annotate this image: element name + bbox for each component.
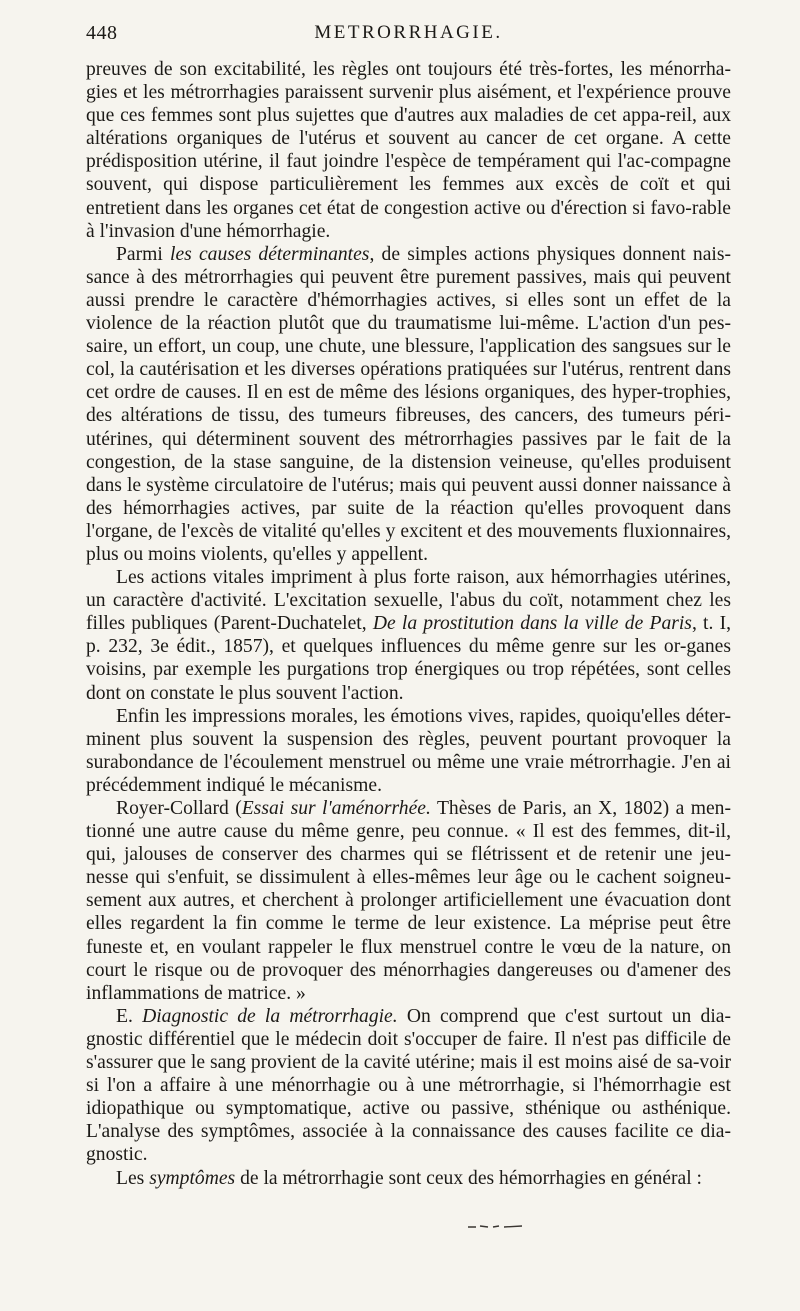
italic-run: Essai sur l'aménorrhée.: [241, 798, 431, 819]
page-header: [86, 22, 731, 48]
body-text: [86, 58, 731, 1190]
text-run: Royer-Collard (: [116, 798, 242, 819]
italic-run: Diagnostic de la métrorrhagie.: [142, 1005, 398, 1027]
page-number: 448: [86, 22, 118, 44]
paragraph-predisposition: [86, 58, 731, 243]
paragraph-actions-vitales: [86, 566, 731, 705]
text-run: Parmi: [116, 243, 171, 265]
text-run: , de simples actions physiques donnent nais-sance à des métrorrhagies qui peuvent être purement passives, mais qui peuvent aussi prendre le caractère d'hémorrhagies actives, si elles sont un effet de la violence de la réaction plutôt que du traumatisme lui-même. L'action d'un pes-saire, un effort, un coup, une chute, une blessure, l'application des sangsues sur le col, la cautérisation et les diverses opérations pratiquées sur l'utérus, rentrent dans cet ordre de causes. Il en est de même des lésions organiques, des hyper-trophies, des altérations de tissu, des tumeurs fibreuses, des cancers, des tumeurs péri-utérines, qui déterminent souvent des métrorrhagies passives par le fait de la congestion, de la stase sanguine, de la distension veineuse, qu'elles produisent dans le système circulatoire de l'utérus; mais qui peuvent aussi donner naissance à des hémorrhagies actives, par suite de la réaction qu'elles provoquent dans l'organe, de l'excès de vitalité qu'elles y excitent et des mouvements fluxionnaires, plus ou moins violents, qu'elles y appellent.: [86, 243, 732, 565]
text-run: de la métrorrhagie sont ceux des hémorrhagies en général :: [235, 1167, 702, 1189]
text-run: Les: [116, 1167, 150, 1189]
text-run: , t. I, p. 232, 3e édit., 1857), et quelques influences du même genre sur les or-ganes voisins, par exemple les purgations trop énergiques ou trop répétées, sont celles dont on constate le plus souvent l'action.: [86, 613, 731, 704]
italic-run: symptômes: [149, 1167, 236, 1189]
text-run: E.: [116, 1005, 143, 1027]
paragraph-royer-collard: [86, 797, 731, 1005]
text-run: On comprend que c'est surtout un dia-gnostic différentiel que le médecin doit s'occuper de faire. Il n'est pas difficile de s'assurer que le sang provient de la cavité utérine; mais il est moins aisé de sa-voir si l'on a affaire à une ménorrhagie ou à une métrorrhagie, si l'hémorrhagie est idiopathique ou symptomatique, active ou passive, sthénique ou asthénique. L'analyse des symptômes, associée à la connaissance des causes facilite ce dia-gnostic.: [86, 1005, 732, 1166]
paragraph-impressions-morales: [86, 705, 731, 797]
text-run: Enfin les impressions morales, les émotions vives, rapides, quoiqu'elles déter-minent plus souvent la suspension des règles, peuvent pourtant provoquer la surabondance de l'écoulement menstruel ou même une vraie métrorrhagie. J'en ai précédemment indiqué le mécanisme.: [86, 705, 731, 796]
text-run: Les actions vitales impriment à plus forte raison, aux hémorrhagies utérines, un caractère d'activité. L'excitation sexuelle, l'abus du coït, notamment chez les filles publiques (Parent-Duchatelet,: [86, 567, 731, 635]
ornament-dash: [466, 1222, 526, 1230]
italic-run: les causes déterminantes: [170, 243, 370, 265]
text-run: Thèses de Paris, an X, 1802) a men-tionné une autre cause du même genre, peu connue. « Il est des femmes, dit-il, qui, jalouses de conserver des charmes qui se flétrissent et de retenir une jeu-nesse qui s'enfuit, se dissimulent à elles-mêmes leur âge ou le cachent soigneu-sement aux autres, et cherchent à prolonger artificiellement une évacuation dont elles regardent la fin comme le terme de leur existence. La méprise peut être funeste et, en voulant rappeler le flux menstruel contre le vœu de la nature, on court le risque ou de provoquer des ménorrhagies dangereuses ou d'amener des inflammations de matrice. »: [86, 798, 731, 1004]
paragraph-diagnostic: [86, 1005, 731, 1167]
paragraph-symptomes: [86, 1167, 731, 1190]
running-title: METRORRHAGIE.: [314, 22, 503, 43]
text-run: preuves de son excitabilité, les règles ont toujours été très-fortes, les ménorrha-gies et les métrorrhagies paraissent survenir plus aisément, et l'expérience prouve que ces femmes sont plus sujettes que d'autres aux maladies de cet appa-reil, aux altérations organiques de l'utérus et souvent au cancer de cet organe. A cette prédisposition utérine, il faut joindre l'espèce de tempérament qui l'ac-compagne souvent, qui dispose particulièrement les femmes aux excès de coït et qui entretient dans les organes cet état de congestion active ou d'érection si favo-rable à l'invasion d'une hémorrhagie.: [86, 59, 731, 242]
italic-run: De la prostitution dans la ville de Paris: [372, 613, 692, 635]
paragraph-causes-determinantes: [86, 243, 731, 566]
